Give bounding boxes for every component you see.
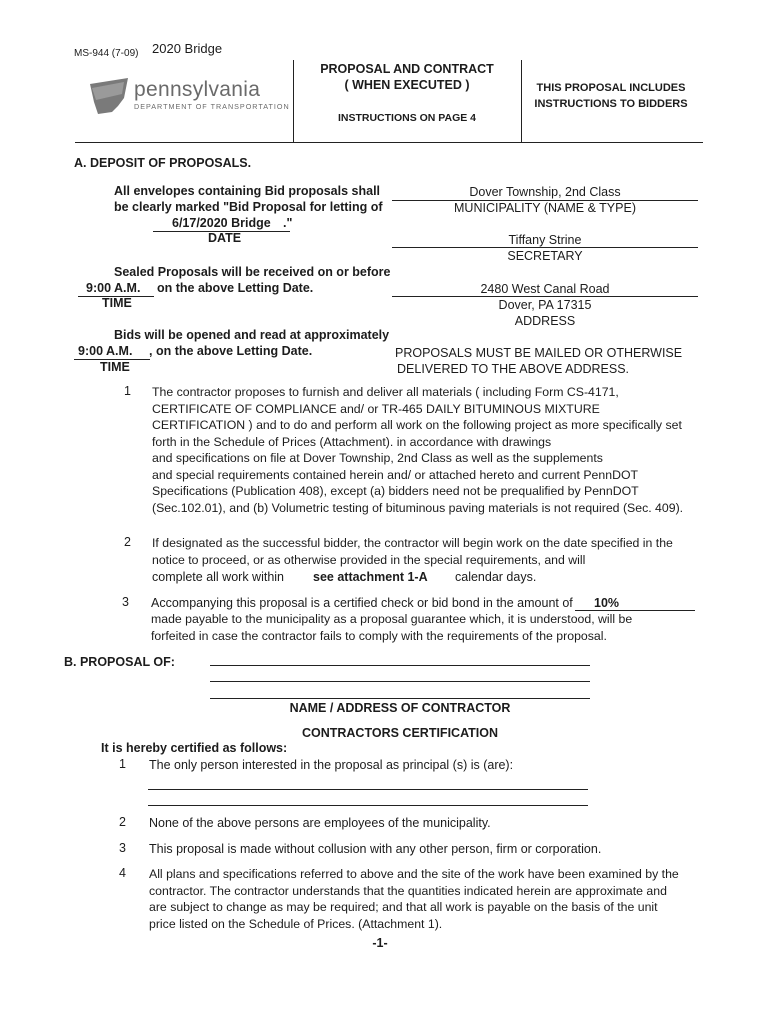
letting-quote-close: ."	[283, 216, 293, 230]
item-b3-number: 3	[119, 841, 126, 855]
time-label-1: TIME	[102, 296, 132, 310]
contractor-name-label: NAME / ADDRESS OF CONTRACTOR	[289, 701, 511, 715]
complete-prefix: complete all work within	[152, 570, 284, 584]
page-number: -1-	[372, 936, 388, 950]
certified-line: It is hereby certified as follows:	[101, 741, 288, 755]
mail-notice-1: PROPOSALS MUST BE MAILED OR OTHERWISE	[395, 346, 683, 360]
item-b1-text: The only person interested in the proposal as principal (s) is (are):	[149, 758, 514, 772]
section-a-heading: A. DEPOSIT OF PROPOSALS.	[74, 156, 252, 170]
item-b1-number: 1	[119, 757, 126, 771]
opened-time-value: 9:00 A.M.	[78, 344, 133, 358]
item-b2-text: None of the above persons are employees of the municipality.	[149, 816, 491, 830]
item-b4-text: All plans and specifications referred to above and the site of the work have been examined by the contractor. The contractor understands that the quantities indicated herein are approximate and are subject to change as may be required; and that all work is payable on the basis of the unit price listed on the Schedule of Prices. (Attachment 1).	[149, 867, 679, 931]
form-year: 2020 Bridge	[152, 41, 223, 56]
item-b3-text: This proposal is made without collusion with any other person, firm or corporation.	[149, 842, 602, 856]
item-b4-number: 4	[119, 866, 126, 880]
includes-line-1: THIS PROPOSAL INCLUDES	[536, 82, 686, 94]
item-a3-number: 3	[122, 595, 129, 609]
secretary-value: Tiffany Strine	[508, 233, 582, 247]
section-b-heading: B. PROPOSAL OF:	[64, 655, 175, 669]
logo-subtitle: DEPARTMENT OF TRANSPORTATION	[134, 102, 290, 111]
includes-line-2: INSTRUCTIONS TO BIDDERS	[534, 98, 688, 110]
mail-notice-2: DELIVERED TO THE ABOVE ADDRESS.	[397, 362, 630, 376]
contractors-certification-heading: CONTRACTORS CERTIFICATION	[301, 726, 499, 740]
item-a3-text: made payable to the municipality as a proposal guarantee which, it is understood, will be forfeited in case the contractor fails to comply with the requirements of the proposal.	[151, 612, 633, 643]
proposal-contract-title: PROPOSAL AND CONTRACT	[320, 62, 494, 76]
item-b2-number: 2	[119, 815, 126, 829]
form-code: MS-944 (7-09)	[74, 48, 139, 59]
municipality-label: MUNICIPALITY (NAME & TYPE)	[454, 201, 636, 215]
bids-opened-line: Bids will be opened and read at approximately	[114, 328, 390, 342]
address-line-1: 2480 West Canal Road	[480, 282, 610, 296]
sealed-proposals-line: Sealed Proposals will be received on or before	[114, 265, 391, 279]
time-label-2: TIME	[100, 360, 130, 374]
item-a2-number: 2	[124, 535, 131, 549]
guarantee-amount: 10%	[594, 596, 620, 610]
guarantee-prefix: Accompanying this proposal is a certified check or bid bond in the amount of	[151, 596, 573, 610]
address-line-2: Dover, PA 17315	[498, 298, 592, 312]
pennsylvania-keystone-logo-icon	[88, 76, 130, 116]
complete-suffix: calendar days.	[455, 570, 537, 584]
pennsylvania-logo	[88, 76, 130, 121]
address-label: ADDRESS	[514, 314, 576, 328]
opened-suffix: , on the above Letting Date.	[149, 344, 313, 358]
logo-name: pennsylvania	[134, 78, 261, 101]
municipality-value: Dover Township, 2nd Class	[469, 185, 621, 199]
item-a1-text: The contractor proposes to furnish and deliver all materials ( including Form CS-4171, CERTIFICATE OF COMPLIANCE and/ or TR-465 DAILY BITUMINOUS MIXTURE CERTIFICATION ) and to do and perform all work on the following project as more specifically set forth in the Schedule of Prices (Attachment). in accordance with drawings and specifications on file at Dover Township, 2nd Class as well as the supplements and special requirements contained herein and/ or attached hereto and current PennDOT Specifications (Publication 408), except (a) bidders need not be prequalified by PennDOT (Sec.102.01), and (b) Volumetric testing of bituminous paving materials is not required (Sec. 409).	[152, 385, 684, 515]
date-label: DATE	[208, 231, 242, 245]
item-a2-text: If designated as the successful bidder, the contractor will begin work on the date specified in the notice to proceed, or as otherwise provided in the special requirements, and will	[152, 536, 673, 567]
secretary-label: SECRETARY	[507, 249, 583, 263]
envelopes-line-2: be clearly marked "Bid Proposal for letting of	[114, 200, 383, 214]
envelopes-line-1: All envelopes containing Bid proposals shall	[114, 184, 381, 198]
complete-days-value: see attachment 1-A	[313, 570, 428, 584]
received-time-value: 9:00 A.M.	[86, 281, 141, 295]
received-suffix: on the above Letting Date.	[157, 281, 314, 295]
when-executed-note: ( WHEN EXECUTED )	[344, 78, 470, 92]
letting-date-value: 6/17/2020 Bridge	[172, 216, 271, 230]
instructions-note: INSTRUCTIONS ON PAGE 4	[337, 112, 477, 124]
item-a1-number: 1	[124, 384, 131, 398]
